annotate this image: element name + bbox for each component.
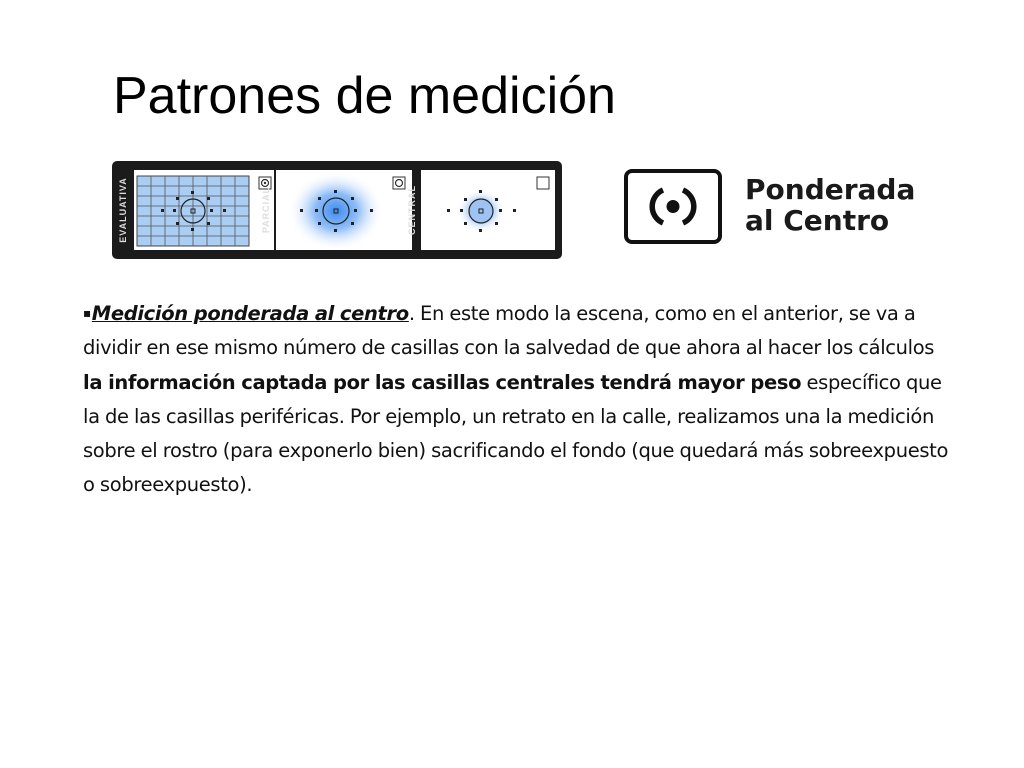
center-weighted-label (745, 174, 965, 236)
metering-label-evaluative: EVALUATIVA (118, 177, 128, 243)
paragraph-emphasis: la información captada por las casillas centrales tendrá mayor peso (83, 370, 802, 394)
paragraph-text-1: . En este modo la escena, como en el anterior, se va a dividir en ese mismo número de casillas con la salvedad de que ahora al hacer los cálculos (83, 302, 935, 360)
evaluative-metering-icon (134, 170, 274, 250)
center-weighted-label-line1: Ponderada (745, 173, 916, 206)
paragraph-text-2: específico que la de las casillas periféricas. Por ejemplo, un retrato en la calle, realizamos una la medición sobre el rostro (para exponerlo bien) sacrificando el fondo (que quedará más sobreexpuesto o sobreexpuesto). (83, 370, 949, 497)
central-mode-icon (537, 177, 549, 189)
partial-metering-icon (276, 170, 412, 250)
metering-modes-strip (112, 161, 562, 259)
central-graphic (421, 170, 555, 250)
partial-glow-graphic (276, 170, 412, 250)
bullet-marker: ▪ (83, 306, 91, 320)
evaluative-grid-graphic (134, 170, 274, 250)
center-weighted-metering-icon (421, 170, 555, 250)
slide-title: Patrones de medición (113, 67, 616, 125)
metering-label-central: CENTRAL (407, 185, 417, 235)
metering-label-partial: PARCIAL (261, 186, 271, 234)
center-weighted-icon (624, 169, 722, 244)
description-paragraph (83, 296, 953, 503)
center-weighted-label-line2: al Centro (745, 204, 890, 237)
paragraph-lead: Medición ponderada al centro (91, 302, 409, 325)
